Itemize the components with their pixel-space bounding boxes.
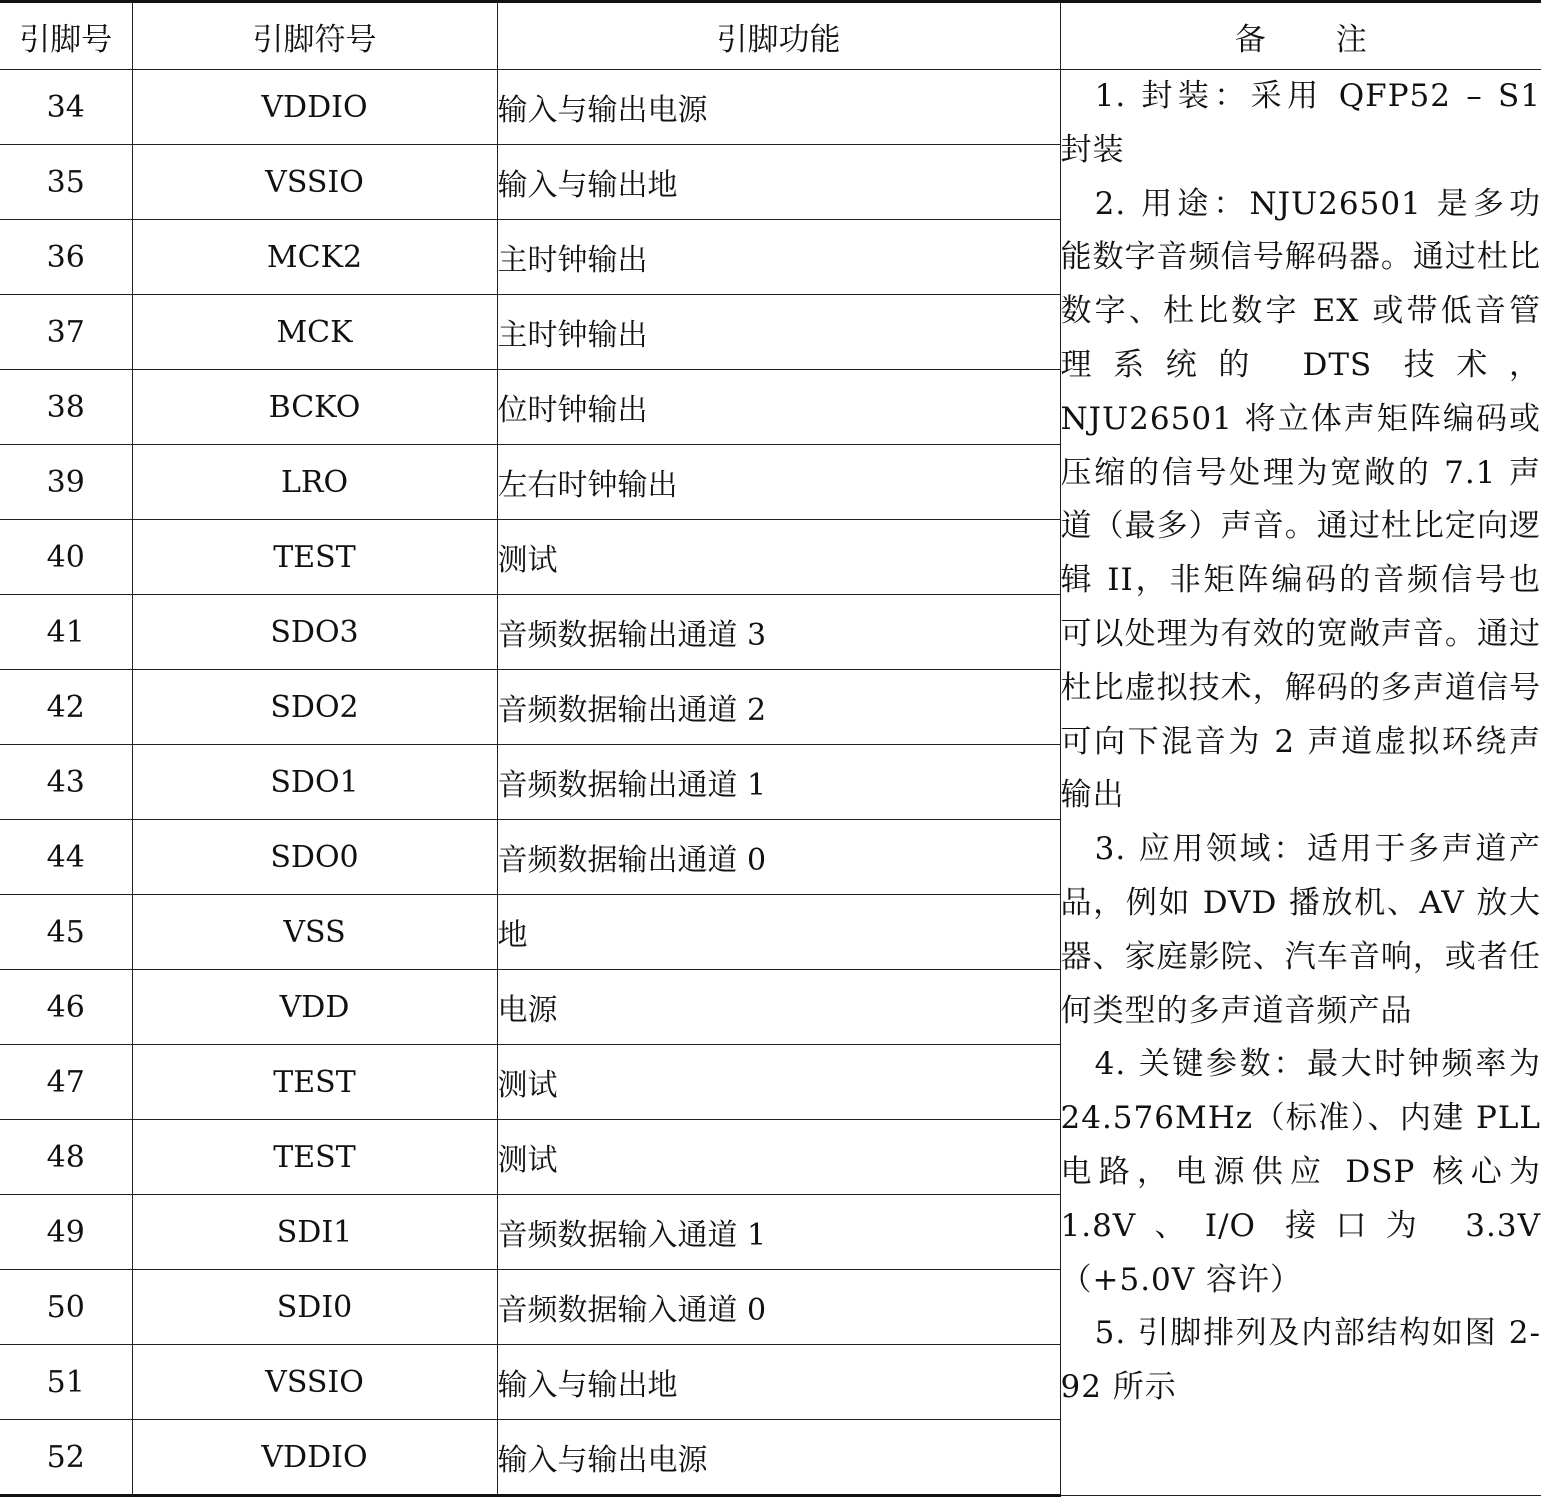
- header-note: [1060, 2, 1541, 70]
- header-pin-symbol: 引脚符号: [132, 2, 497, 70]
- pin-symbol-cell: SDO2: [132, 670, 497, 745]
- pin-number-cell: 51: [0, 1345, 132, 1420]
- pin-symbol-cell: SDI0: [132, 1270, 497, 1345]
- pin-function-cell: 主时钟输出: [497, 295, 1060, 370]
- pin-symbol-cell: BCKO: [132, 370, 497, 445]
- pin-symbol-cell: SDO0: [132, 820, 497, 895]
- pin-symbol-cell: VDDIO: [132, 1420, 497, 1496]
- pin-number-cell: 45: [0, 895, 132, 970]
- pin-number-cell: 38: [0, 370, 132, 445]
- pin-symbol-cell: TEST: [132, 1045, 497, 1120]
- header-row: [0, 2, 1541, 70]
- pin-number-cell: 34: [0, 70, 132, 145]
- note-paragraph: 4. 关键参数：最大时钟频率为 24.576MHz（标准）、内建 PLL 电路，电源供应 DSP 核心为 1.8V、I/O 接口为 3.3V（+5.0V 容许）: [1060, 1046, 1541, 1298]
- pin-function-cell: 左右时钟输出: [497, 445, 1060, 520]
- note-paragraph: 2. 用途：NJU26501 是多功能数字音频信号解码器。通过杜比数字、杜比数字 EX 或带低音管理系统的 DTS 技术，NJU26501 将立体声矩阵编码或压缩的信号处理为宽敞的 7.1 声道（最多）声音。通过杜比定向逻辑 II，非矩阵编码的音频信号也可以处理为有效的宽敞声音。通过杜比虚拟技术，解码的多声道信号可向下混音为 2 声道虚拟环绕声输出: [1060, 185, 1541, 814]
- pin-symbol-cell: TEST: [132, 520, 497, 595]
- pin-function-cell: 输入与输出地: [497, 1345, 1060, 1420]
- pin-symbol-cell: VSSIO: [132, 1345, 497, 1420]
- pin-function-cell: 输入与输出电源: [497, 1420, 1060, 1496]
- pin-number-cell: 46: [0, 970, 132, 1045]
- pin-function-cell: 测试: [497, 1120, 1060, 1195]
- pin-number-cell: 40: [0, 520, 132, 595]
- pin-number-cell: 41: [0, 595, 132, 670]
- pin-symbol-cell: MCK: [132, 295, 497, 370]
- pin-symbol-cell: VSSIO: [132, 145, 497, 220]
- header-pin-number: 引脚号: [0, 2, 132, 70]
- header-note-right: 注: [1335, 21, 1367, 58]
- pin-function-cell: 音频数据输出通道 3: [497, 595, 1060, 670]
- note-paragraph: 5. 引脚排列及内部结构如图 2-92 所示: [1060, 1315, 1541, 1406]
- pin-function-cell: 输入与输出地: [497, 145, 1060, 220]
- pin-number-cell: 48: [0, 1120, 132, 1195]
- pin-function-cell: 位时钟输出: [497, 370, 1060, 445]
- pin-number-cell: 49: [0, 1195, 132, 1270]
- pin-number-cell: 42: [0, 670, 132, 745]
- pin-function-cell: 音频数据输入通道 1: [497, 1195, 1060, 1270]
- note-paragraph: 1. 封装：采用 QFP52 – S1 封装: [1060, 78, 1541, 168]
- pin-function-cell: 测试: [497, 520, 1060, 595]
- pin-function-cell: 测试: [497, 1045, 1060, 1120]
- pin-symbol-cell: TEST: [132, 1120, 497, 1195]
- pin-symbol-cell: SDI1: [132, 1195, 497, 1270]
- pin-function-cell: 音频数据输出通道 1: [497, 745, 1060, 820]
- pin-function-cell: 主时钟输出: [497, 220, 1060, 295]
- pin-number-cell: 50: [0, 1270, 132, 1345]
- pin-function-cell: 地: [497, 895, 1060, 970]
- pin-function-cell: 电源: [497, 970, 1060, 1045]
- pin-symbol-cell: SDO1: [132, 745, 497, 820]
- pin-number-cell: 44: [0, 820, 132, 895]
- pin-number-cell: 52: [0, 1420, 132, 1496]
- pin-table-body: [0, 70, 1541, 1496]
- notes-cell: [1060, 70, 1541, 1496]
- pin-number-cell: 39: [0, 445, 132, 520]
- pin-symbol-cell: SDO3: [132, 595, 497, 670]
- table-row: [0, 70, 1541, 145]
- pin-symbol-cell: VDDIO: [132, 70, 497, 145]
- pin-symbol-cell: VSS: [132, 895, 497, 970]
- pin-number-cell: 35: [0, 145, 132, 220]
- pin-symbol-cell: LRO: [132, 445, 497, 520]
- pin-function-cell: 音频数据输出通道 0: [497, 820, 1060, 895]
- pin-symbol-cell: MCK2: [132, 220, 497, 295]
- note-paragraph: 3. 应用领域：适用于多声道产品，例如 DVD 播放机、AV 放大器、家庭影院、汽车音响，或者任何类型的多声道音频产品: [1060, 831, 1541, 1029]
- pin-symbol-cell: VDD: [132, 970, 497, 1045]
- pin-function-cell: 音频数据输入通道 0: [497, 1270, 1060, 1345]
- pin-number-cell: 36: [0, 220, 132, 295]
- pin-number-cell: 47: [0, 1045, 132, 1120]
- pin-function-cell: 输入与输出电源: [497, 70, 1060, 145]
- pin-number-cell: 37: [0, 295, 132, 370]
- pin-number-cell: 43: [0, 745, 132, 820]
- pin-function-cell: 音频数据输出通道 2: [497, 670, 1060, 745]
- header-note-left: 备: [1234, 21, 1266, 58]
- header-pin-function: 引脚功能: [497, 2, 1060, 70]
